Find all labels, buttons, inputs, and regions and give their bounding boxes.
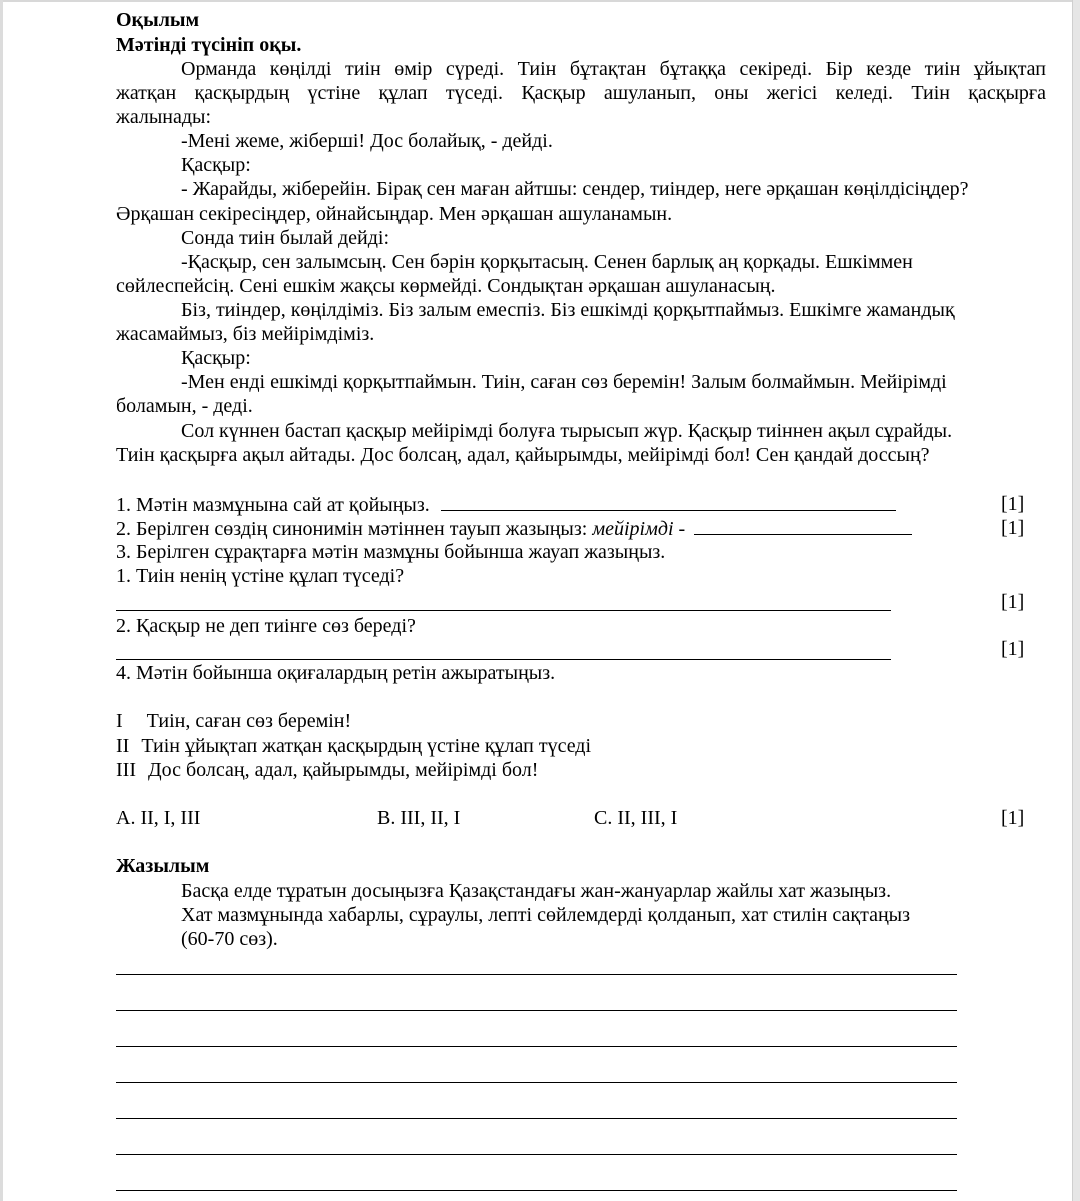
text-line-17: Тиін қасқырға ақыл айтады. Дос болсаң, адал, қайырымды, мейірімді бол! Сен қандай доссың? (116, 444, 930, 466)
text-line-15: боламын, - деді. (116, 395, 253, 417)
event-3-number: III (116, 759, 136, 781)
event-1-number: I (116, 710, 123, 732)
question-1 (116, 492, 896, 517)
text-line-6: - Жарайды, жіберейін. Бірақ сен маған айтшы: сендер, тиіндер, неге әрқашан көңілдісіңдер? (181, 178, 969, 200)
text-line-4: -Мені жеме, жіберші! Дос болайық, - дейді. (181, 130, 553, 152)
text-line-2: жатқан қасқырдың үстіне құлап түседі. Қасқыр ашуланып, оны жегісі келеді. Тиін қасқырға (116, 82, 1046, 104)
text-line-16: Сол күннен бастап қасқыр мейірімді болуға тырысып жүр. Қасқыр тиіннен ақыл сұрайды. (181, 420, 953, 442)
event-2 (116, 734, 591, 758)
writing-answer-line-2[interactable] (116, 1010, 957, 1011)
writing-heading: Жазылым (116, 855, 210, 877)
page-left-edge (0, 0, 3, 1201)
writing-answer-line-5[interactable] (116, 1118, 957, 1119)
event-3-text: Дос болсаң, адал, қайырымды, мейірімді бол! (147, 759, 539, 781)
text-line-1: Орманда көңілді тиін өмір сүреді. Тиін бұтақтан бұтаққа секіреді. Бір кезде тиін ұйықтап (181, 58, 1046, 80)
reading-instruction: Мәтінді түсініп оқы. (116, 34, 302, 56)
question-3-1: 1. Тиін ненің үстіне құлап түседі? (116, 565, 405, 587)
writing-answer-line-7[interactable] (116, 1190, 957, 1191)
mark-q3-1: [1] (1001, 591, 1025, 613)
question-3: 3. Берілген сұрақтарға мәтін мазмұны бойынша жауап жазыңыз. (116, 541, 666, 563)
writing-line-2: Хат мазмұнында хабарлы, сұраулы, лепті сөйлемдерді қолданып, хат стилін сақтаңыз (181, 904, 911, 926)
option-b[interactable]: B. III, II, I (377, 807, 461, 829)
text-line-12: жасамаймыз, біз мейірімдіміз. (116, 323, 375, 345)
question-3-2: 2. Қасқыр не деп тиінге сөз береді? (116, 615, 416, 637)
question-1-text: 1. Мәтін мазмұнына сай ат қойыңыз. (116, 494, 430, 516)
mark-q3-2: [1] (1001, 638, 1025, 660)
writing-line-1: Басқа елде тұратын досыңызға Қазақстандағы жан-жануарлар жайлы хат жазыңыз. (181, 880, 892, 902)
text-line-11: Біз, тиіндер, көңілдіміз. Біз залым емеспіз. Біз ешкімді қорқытпаймыз. Ешкімге жамандық (181, 299, 955, 321)
writing-answer-line-6[interactable] (116, 1154, 957, 1155)
mark-q4: [1] (1001, 807, 1025, 829)
page-top-edge (0, 0, 1080, 2)
event-2-number: II (116, 735, 130, 757)
reading-heading: Оқылым (116, 9, 200, 31)
event-2-text: Тиін ұйықтап жатқан қасқырдың үстіне құлап түседі (141, 735, 592, 757)
answer-line-synonym[interactable] (694, 516, 912, 535)
text-line-13: Қасқыр: (181, 347, 251, 369)
mark-q1: [1] (1001, 493, 1025, 515)
question-4: 4. Мәтін бойынша оқиғалардың ретін ажыратыңыз. (116, 662, 556, 684)
question-2-word: мейірімді - (592, 518, 686, 540)
question-2-text: 2. Берілген сөздің синонимін мәтіннен тауып жазыңыз: (116, 518, 588, 540)
mark-q2: [1] (1001, 517, 1025, 539)
event-3 (116, 758, 538, 782)
answer-line-3-1[interactable] (116, 610, 891, 611)
writing-line-3: (60-70 сөз). (181, 928, 278, 950)
text-line-8: Сонда тиін былай дейді: (181, 227, 390, 249)
text-line-14: -Мен енді ешкімді қорқытпаймын. Тиін, саған сөз беремін! Залым болмаймын. Мейірімді (181, 371, 947, 393)
event-1 (116, 709, 351, 733)
writing-answer-line-4[interactable] (116, 1082, 957, 1083)
text-line-3: жалынады: (116, 106, 212, 128)
text-line-5: Қасқыр: (181, 154, 251, 176)
option-c[interactable]: C. II, III, I (594, 807, 678, 829)
writing-answer-line-3[interactable] (116, 1046, 957, 1047)
question-2 (116, 516, 912, 541)
text-line-10: сөйлеспейсің. Сені ешкім жақсы көрмейді. Сондықтан әрқашан ашуланасың. (116, 275, 776, 297)
writing-answer-line-1[interactable] (116, 974, 957, 975)
answer-line-title[interactable] (441, 492, 896, 511)
page-right-edge (1072, 0, 1080, 1201)
answer-line-3-2[interactable] (116, 659, 891, 660)
text-line-9: -Қасқыр, сен залымсың. Сен бәрін қорқытасың. Сенен барлық аң қорқады. Ешкіммен (181, 251, 913, 273)
event-1-text: Тиін, саған сөз беремін! (146, 710, 352, 732)
option-a[interactable]: A. II, I, III (116, 807, 201, 829)
text-line-7: Әрқашан секіресіңдер, ойнайсыңдар. Мен әрқашан ашуланамын. (116, 203, 673, 225)
